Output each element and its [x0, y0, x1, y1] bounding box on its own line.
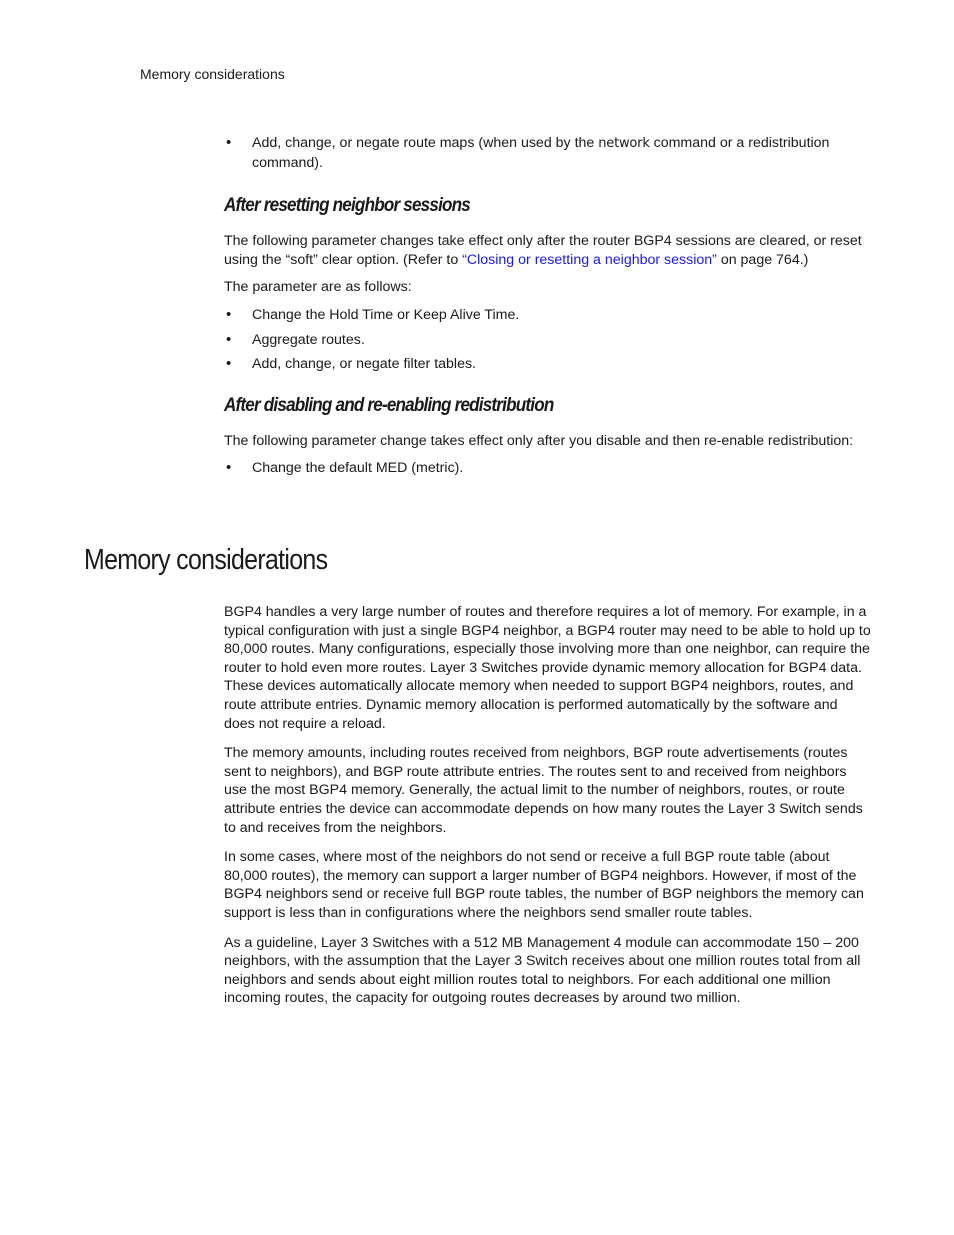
section-title-memory: Memory considerations	[84, 544, 328, 576]
paragraph: The memory amounts, including routes received from neighbors, BGP route advertisements (routes sent to neighbors), and BGP route attribute entries. The routes sent to and received from neighbors use the most BGP4 memory. Generally, the actual limit to the number of neighbors, routes, or route attribute entries the device can accommodate depends on how many routes the Layer 3 Switch sends to and receives from the neighbors.	[224, 745, 863, 836]
paragraph: In some cases, where most of the neighbors do not send or receive a full BGP route table (about 80,000 routes), the memory can support a larger number of BGP4 neighbors. However, if most of the BGP4 neighbors send or receive full BGP route tables, the number of BGP neighbors the memory can support is less than in configurations where the neighbors send smaller route tables.	[224, 849, 864, 921]
paragraph: BGP4 handles a very large number of routes and therefore requires a lot of memory. For example, in a typical configuration with just a single BGP4 neighbor, a BGP4 router may need to be able to hold up to 80,000 routes. Many configurations, especially those involving more than one neighbor, can require the router to hold even more routes. Layer 3 Switches provide dynamic memory allocation for BGP4 data. These devices automatically allocate memory when needed to support BGP4 neighbors, routes, and route attribute entries. Dynamic memory allocation is performed automatically by the software and does not require a reload.	[224, 604, 871, 732]
paragraph: The following parameter change takes effect only after you disable and then re-enable redistribution:	[224, 432, 854, 449]
section-heading-reset: After resetting neighbor sessions	[224, 195, 470, 217]
code-keyword: network	[598, 136, 650, 151]
memory-body	[224, 603, 872, 1019]
list-item: • Change the default MED (metric).	[224, 459, 874, 478]
upper-content	[224, 134, 874, 484]
paragraph: The parameter are as follows:	[224, 279, 412, 296]
paragraph-text: on page 764.)	[716, 251, 809, 268]
section-heading-redistribution: After disabling and re-enabling redistribution	[224, 394, 554, 416]
list-item: • Change the Hold Time or Keep Alive Time.	[224, 306, 874, 325]
paragraph: As a guideline, Layer 3 Switches with a 512 MB Management 4 module can accommodate 150 – 200 neighbors, with the assumption that the Layer 3 Switch receives about one million routes total from all neighbors and sends about eight million routes total to neighbors. For each additional one million incoming routes, the capacity for outgoing routes decreases by around two million.	[224, 934, 861, 1007]
cross-reference-link[interactable]: “Closing or resetting a neighbor session”	[462, 251, 717, 268]
bullet-text-before: Add, change, or negate route maps (when used by the	[252, 135, 599, 151]
list-item: • Aggregate routes.	[224, 331, 874, 350]
paragraph-text: The following parameter changes take effect only after the router BGP4 sessions are cleared, or reset using the “soft” clear option. (Refer to	[224, 233, 862, 268]
bullet-text-after: command or a redistribution command).	[252, 135, 830, 171]
running-head: Memory considerations	[140, 66, 285, 82]
paragraph	[224, 232, 874, 269]
list-item: • Add, change, or negate filter tables.	[224, 355, 874, 374]
list-item	[224, 134, 874, 172]
